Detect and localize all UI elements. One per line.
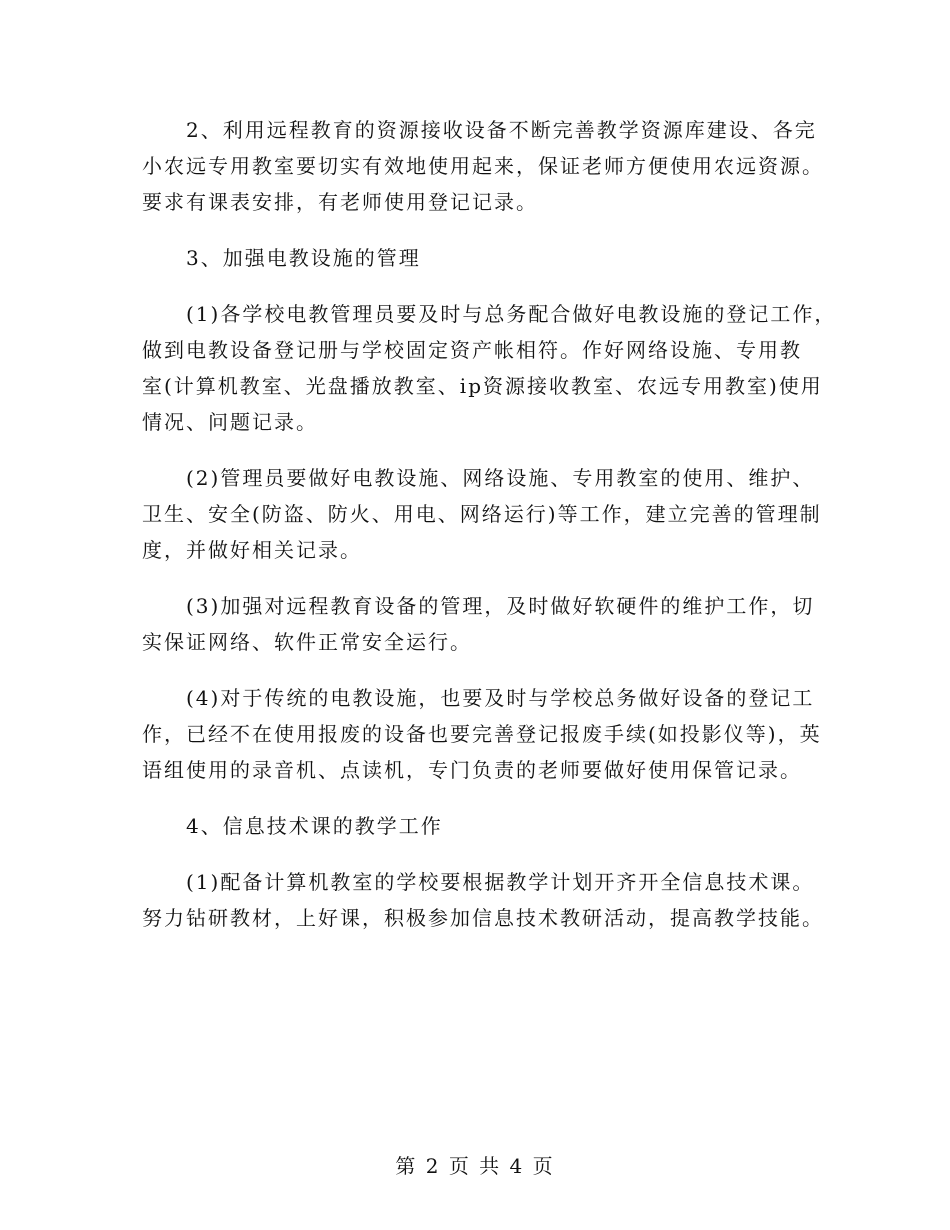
section-heading-it-teaching (142, 808, 810, 844)
text-line: (1)配备计算机教室的学校要根据教学计划开齐开全信息技术课。 (186, 870, 815, 894)
document-body (142, 112, 837, 956)
heading-line: 3、加强电教设施的管理 (186, 246, 421, 270)
text-line: (2)管理员要做好电教设施、网络设施、专用教室的使用、维护、 (186, 466, 815, 490)
text-line: 小农远专用教室要切实有效地使用起来，保证老师方便使用农远资源。 (142, 154, 824, 178)
heading-line: 4、信息技术课的教学工作 (186, 814, 443, 838)
paragraph-remote-education-resources (142, 112, 824, 220)
paragraph-item-3-remote-equipment (142, 588, 815, 660)
text-line: 卫生、安全(防盗、防火、用电、网络运行)等工作，建立完善的管理制 (142, 502, 822, 526)
text-line: (3)加强对远程教育设备的管理，及时做好软硬件的维护工作，切 (186, 594, 815, 618)
text-line: 室(计算机教室、光盘播放教室、ip资源接收教室、农远专用教室)使用 (142, 374, 823, 398)
text-line: 要求有课表安排，有老师使用登记记录。 (142, 190, 538, 214)
text-line: 实保证网络、软件正常安全运行。 (142, 630, 472, 654)
text-line: (1)各学校电教管理员要及时与总务配合做好电教设施的登记工作， (186, 302, 837, 326)
text-line: 努力钻研教材，上好课，积极参加信息技术教研活动，提高教学技能。 (142, 906, 824, 930)
paragraph-item-4-traditional-equipment (142, 680, 822, 788)
paragraph-item-2-maintenance (142, 460, 822, 568)
text-line: 2、利用远程教育的资源接收设备不断完善教学资源库建设、各完 (186, 118, 817, 142)
paragraph-item-1-it-classes (142, 864, 824, 936)
text-line: 语组使用的录音机、点读机，专门负责的老师要做好使用保管记录。 (142, 758, 802, 782)
section-heading-equipment-management (142, 240, 810, 276)
text-line: 做到电教设备登记册与学校固定资产帐相符。作好网络设施、专用教 (142, 338, 802, 362)
text-line: 度，并做好相关记录。 (142, 538, 362, 562)
page-number-footer: 第 2 页 共 4 页 (395, 1154, 555, 1178)
text-line: (4)对于传统的电教设施，也要及时与学校总务做好设备的登记工 (186, 686, 815, 710)
text-line: 作，已经不在使用报废的设备也要完善登记报废手续(如投影仪等)，英 (142, 722, 822, 746)
text-line: 情况、问题记录。 (142, 410, 318, 434)
paragraph-item-1-registration (142, 296, 837, 440)
